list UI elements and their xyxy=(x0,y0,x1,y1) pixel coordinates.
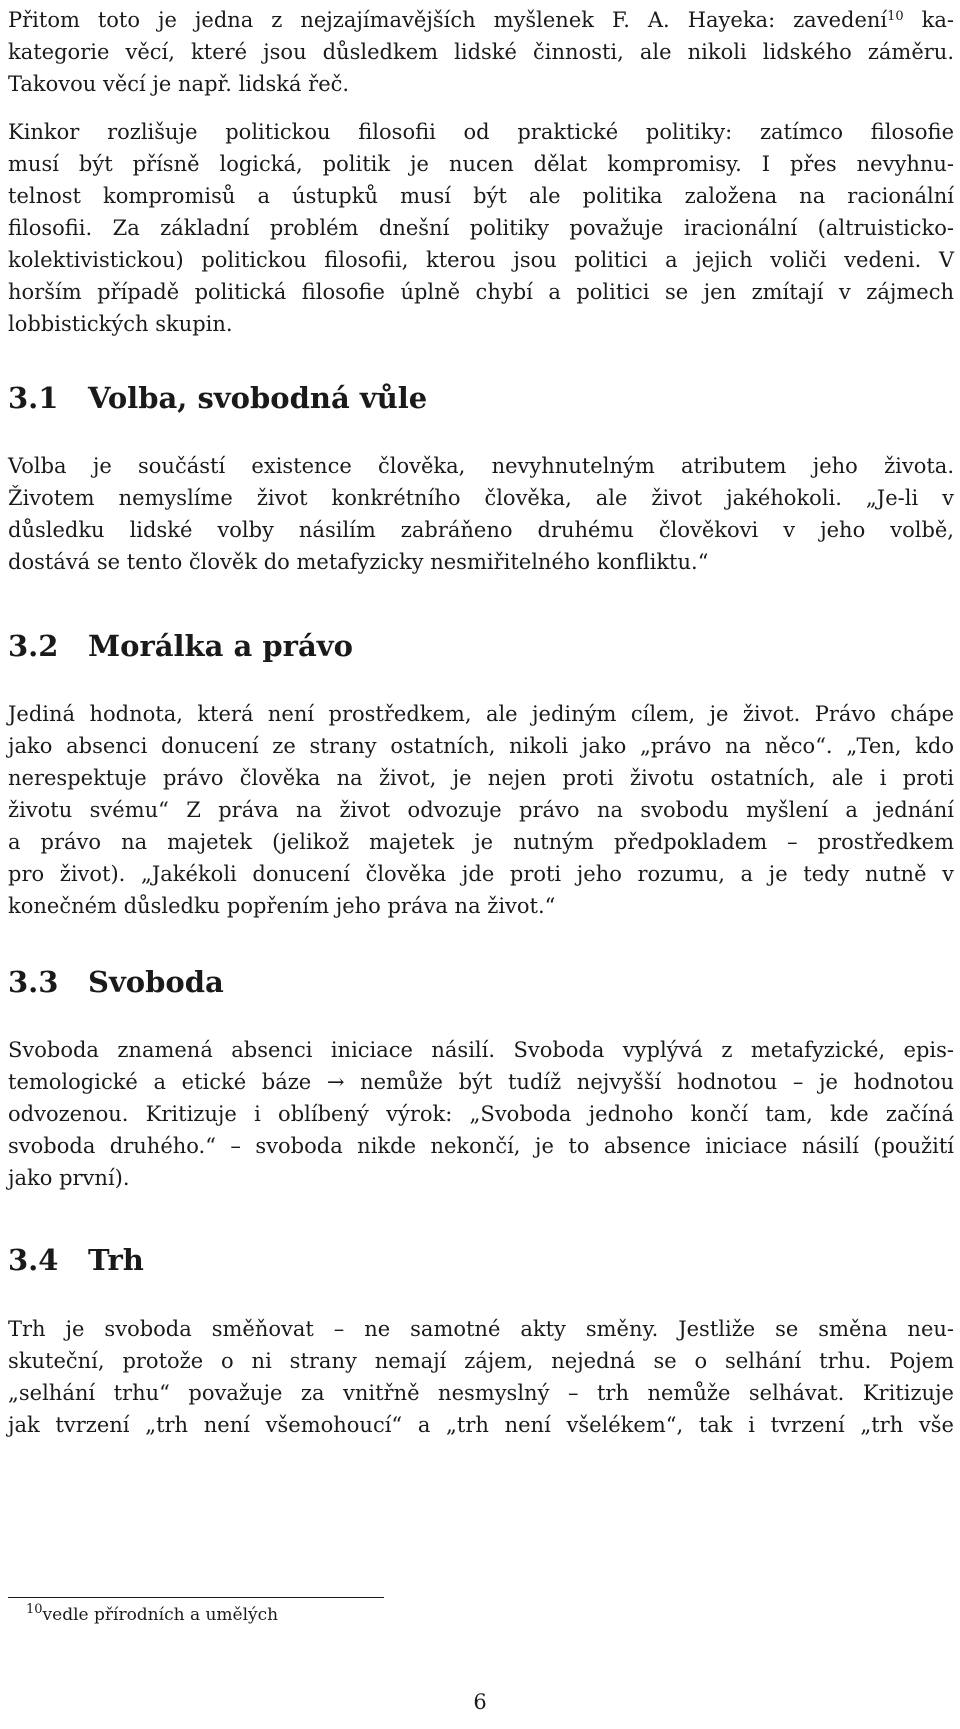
footnote-reference[interactable]: 10 xyxy=(887,9,904,24)
footnote-rule xyxy=(8,1597,384,1598)
section-number: 3.1 xyxy=(8,381,59,415)
kinkor-line-2: musí být přísně logická, politik je nucen dělat kompromisy. I přes nevyhnu- xyxy=(8,152,954,176)
section-title: Svoboda xyxy=(88,965,224,999)
footnote-mark: 10 xyxy=(26,1602,43,1617)
section-3-2-paragraph xyxy=(8,698,954,922)
section-number: 3.2 xyxy=(8,629,59,663)
section-title: Volba, svobodná vůle xyxy=(88,381,428,415)
section-3-3-line-3: odvozenou. Kritizuje i oblíbený výrok: „Svoboda jednoho končí tam, kde začíná xyxy=(8,1102,954,1126)
intro-paragraph xyxy=(8,4,954,100)
section-3-1-line-3: důsledku lidské volby násilím zabráňeno druhému člověkovi v jeho volbě, xyxy=(8,518,954,542)
kinkor-line-1: Kinkor rozlišuje politickou filosofii od praktické politiky: zatímco filosofie xyxy=(8,120,954,144)
section-3-1-paragraph xyxy=(8,450,954,578)
section-3-3-line-2: temologické a etické báze → nemůže být tudíž nejvyšší hodnotou – je hodnotou xyxy=(8,1070,954,1094)
section-3-4-line-3: „selhání trhu“ považuje za vnitřně nesmyslný – trh nemůže selhávat. Kritizuje xyxy=(8,1381,954,1405)
section-heading-3-3 xyxy=(8,962,224,1002)
kinkor-paragraph xyxy=(8,116,954,340)
section-3-1-line-1: Volba je součástí existence člověka, nevyhnutelným atributem jeho života. xyxy=(8,454,954,478)
section-3-1-line-2: Životem nemyslíme život konkrétního člověka, ale život jakéhokoli. „Je-li v xyxy=(8,486,954,510)
section-3-4-paragraph xyxy=(8,1313,954,1441)
section-3-1-line-4: dostává se tento člověk do metafyzicky nesmiřitelného konfliktu.“ xyxy=(8,550,709,574)
section-3-2-line-3: nerespektuje právo člověka na život, je nejen proti životu ostatních, ale i proti xyxy=(8,766,954,790)
intro-line-1: Přitom toto je jedna z nejzajímavějších myšlenek F. A. Hayeka: zavedení$^{10}$ ka- xyxy=(8,8,954,32)
section-3-2-line-4: životu svému“ Z práva na život odvozuje právo na svobodu myšlení a jednání xyxy=(8,798,954,822)
section-title: Morálka a právo xyxy=(88,629,353,663)
kinkor-line-3: telnost kompromisů a ústupků musí být ale politika založena na racionální xyxy=(8,184,954,208)
section-3-4-line-2: skuteční, protože o ni strany nemají zájem, nejedná se o selhání trhu. Pojem xyxy=(8,1349,954,1373)
section-3-2-line-6: pro život). „Jakékoli donucení člověka jde proti jeho rozumu, a je tedy nutně v xyxy=(8,862,954,886)
section-3-3-line-5: jako první). xyxy=(8,1166,130,1190)
section-3-2-line-7: konečném důsledku popřením jeho práva na život.“ xyxy=(8,894,556,918)
kinkor-line-5: kolektivistickou) politickou filosofii, kterou jsou politici a jejich voliči vedeni. V xyxy=(8,248,954,272)
section-3-3-line-4: svoboda druhého.“ – svoboda nikde nekončí, je to absence iniciace násilí (použití xyxy=(8,1134,954,1158)
footnote-text: vedle přírodních a umělých xyxy=(42,1605,279,1625)
section-3-2-line-1: Jediná hodnota, která není prostředkem, ale jediným cílem, je život. Právo chápe xyxy=(8,702,954,726)
section-heading-3-1 xyxy=(8,378,427,418)
page-number: 6 xyxy=(473,1690,487,1714)
intro-line-3: Takovou věcí je např. lidská řeč. xyxy=(8,72,350,96)
section-3-4-line-4: jak tvrzení „trh není všemohoucí“ a „trh není všelékem“, tak i tvrzení „trh vše xyxy=(8,1413,954,1437)
intro-line-2: kategorie věcí, které jsou důsledkem lidské činnosti, ale nikoli lidského záměru. xyxy=(8,40,954,64)
footnote xyxy=(26,1603,278,1627)
kinkor-line-6: horším případě politická filosofie úplně chybí a politici se jen zmítají v zájmech xyxy=(8,280,954,304)
kinkor-line-4: filosofii. Za základní problém dnešní politiky považuje iracionální (altruisticko- xyxy=(8,216,954,240)
section-title: Trh xyxy=(88,1243,144,1277)
section-number: 3.3 xyxy=(8,965,59,999)
section-3-2-line-2: jako absenci donucení ze strany ostatních, nikoli jako „právo na něco“. „Ten, kdo xyxy=(8,734,954,758)
kinkor-line-7: lobbistických skupin. xyxy=(8,312,233,336)
section-number: 3.4 xyxy=(8,1243,59,1277)
section-3-3-line-1: Svoboda znamená absenci iniciace násilí. Svoboda vyplývá z metafyzické, epis- xyxy=(8,1038,954,1062)
section-heading-3-2 xyxy=(8,626,353,666)
section-3-3-paragraph xyxy=(8,1034,954,1194)
section-3-4-line-1: Trh je svoboda směňovat – ne samotné akty směny. Jestliže se směna neu- xyxy=(8,1317,954,1341)
section-heading-3-4 xyxy=(8,1240,144,1280)
section-3-2-line-5: a právo na majetek (jelikož majetek je nutným předpokladem – prostředkem xyxy=(8,830,954,854)
